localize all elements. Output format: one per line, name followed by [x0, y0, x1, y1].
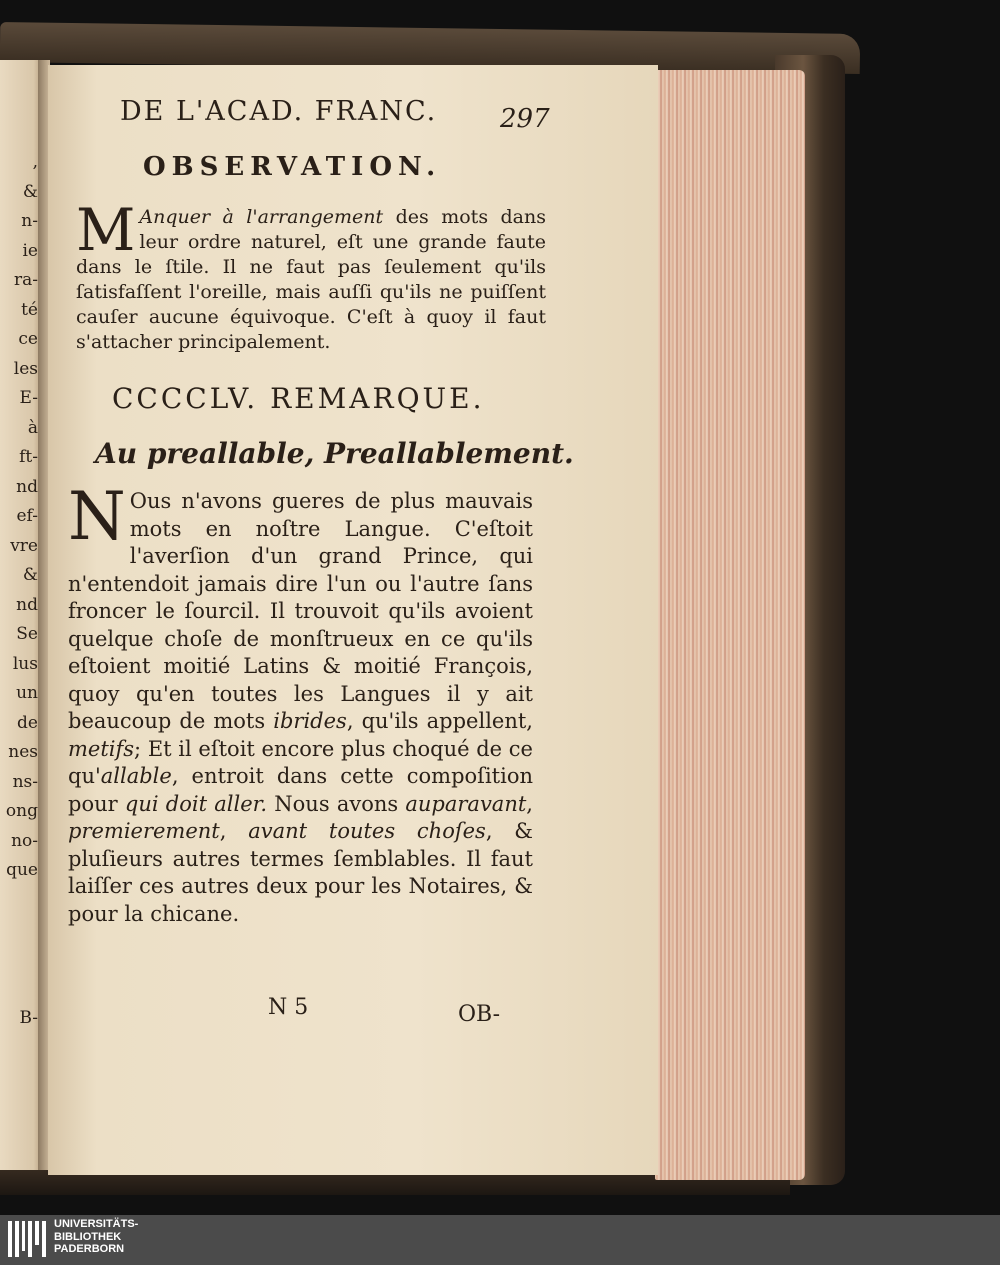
left-page-fragment: nd [16, 476, 38, 497]
left-page-fragment [0, 945, 38, 975]
left-page-fragment: Se [16, 624, 38, 644]
left-page-fragment: no- [11, 830, 38, 851]
left-page-fragment: nes [8, 742, 38, 762]
library-logo-icon [8, 1221, 46, 1257]
paragraph-text: , [219, 819, 249, 843]
drop-cap: M [76, 196, 136, 264]
paragraph-text: Nous avons [267, 791, 406, 816]
left-page-fragment: à [27, 417, 38, 438]
left-page-fragment: ns- [12, 771, 38, 792]
left-page-fragment: nd [16, 594, 38, 615]
paragraph-text: , entroit dans cette compoſition pour [68, 764, 533, 816]
page-number: 297 [500, 104, 550, 134]
remarque-subtitle: Au preallable, Preallablement. [95, 437, 574, 470]
drop-cap: N [68, 478, 126, 555]
paragraph-text: ; Et il eſtoit encore plus choqué de ce qu' [68, 736, 533, 788]
catchword: OB- [458, 1002, 501, 1027]
italic-word: ibrides [273, 709, 347, 733]
left-page-fragment: & [22, 181, 38, 202]
observation-paragraph [76, 196, 546, 355]
italic-word: qui doit aller. [124, 791, 268, 816]
left-page-fragment: ce [18, 329, 38, 349]
left-page-fragments [0, 148, 38, 1033]
paragraph-text: des mots dans leur ordre naturel, eſt une grande faute dans le ſtile. Il ne faut pas ſeulement qu'ils ſatisfaſſent l'oreille, mais auſſi qu'ils ne puiſſent cauſer aucune équivoque. C'eſt à quoy il faut s'attacher principalement. [76, 206, 546, 353]
paragraph-text: , [526, 791, 533, 816]
remarque-paragraph [68, 478, 533, 928]
paragraph-text: , qu'ils appellent, [346, 709, 533, 733]
left-page-fragment: lus [12, 653, 38, 674]
left-page-fragment [0, 974, 38, 1004]
left-page-fragment: & [22, 565, 38, 585]
italic-word: auparavant [405, 791, 527, 816]
left-page-fragment: de [17, 712, 38, 733]
italic-word: allable [100, 764, 172, 788]
left-page-fragment: B- [19, 1007, 38, 1028]
logo-line: UNIVERSITÄTS- [54, 1218, 139, 1230]
left-page-fragment: un [16, 683, 38, 703]
italic-word: premierement [68, 819, 220, 843]
left-page-fragment: ef- [16, 506, 38, 526]
logo-line: PADERBORN [54, 1243, 125, 1255]
library-footer [0, 1215, 1000, 1265]
left-page-fragment: té [21, 299, 38, 320]
remarque-title: CCCCLV. REMARQUE. [112, 382, 485, 415]
italic-word: avant toutes choſes [248, 819, 486, 843]
left-page-fragment: ft- [19, 447, 38, 467]
left-page-fragment: les [13, 358, 38, 379]
library-logo-text [54, 1218, 138, 1256]
left-page-fragment: que [6, 860, 38, 880]
left-page-fragment: n- [21, 211, 38, 231]
left-page-fragment: ong [5, 801, 38, 821]
italic-word: metifs [68, 736, 135, 761]
left-page-fragment: ra- [13, 270, 38, 290]
left-page-fragment: , [32, 152, 38, 172]
paragraph-text: , & pluſieurs autres termes ſemblables. Il faut laiſſer ces autres deux pour les Notaires, & pour la chicane. [68, 819, 533, 926]
italic-phrase: Anquer à l'arrangement [139, 206, 384, 228]
left-page-fragment [0, 915, 38, 945]
left-page-fragment: E- [19, 388, 38, 408]
running-head: DE L'ACAD. FRANC. [120, 96, 438, 127]
left-page-fragment [0, 886, 38, 916]
page-edges [655, 70, 805, 1180]
logo-line: BIBLIOTHEK [54, 1230, 122, 1243]
left-page-fragment: vre [10, 535, 38, 556]
paragraph-text: Ous n'avons gueres de plus mauvais mots en noſtre Langue. C'eſtoit l'averſion d'un grand Prince, qui n'entendoit jamais dire l'un ou l'autre ſans froncer le ſourcil. Il trouvoit qu'ils avoient quelque choſe de monſtrueux en ce qu'ils eſtoient moitié Latins & moitié François, quoy qu'en toutes les Langues il y ait beaucoup de mots [68, 489, 533, 733]
left-page-fragment: ie [22, 240, 38, 261]
observation-title: OBSERVATION. [143, 152, 442, 182]
signature-mark: N 5 [268, 995, 309, 1020]
